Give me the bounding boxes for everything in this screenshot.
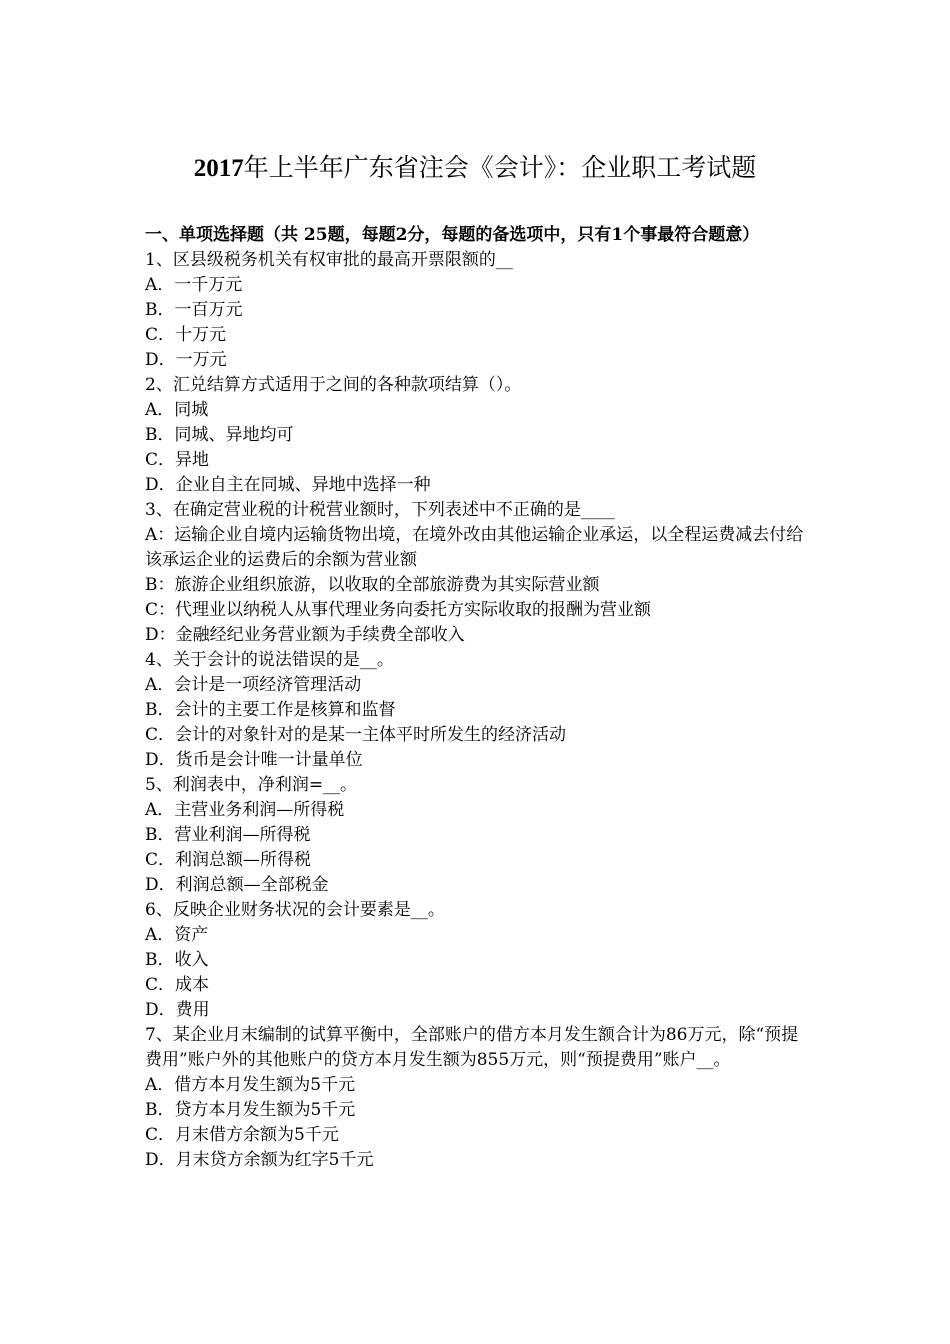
- option-d: D．月末贷方余额为红字5千元: [145, 1150, 374, 1170]
- option-b: B．贷方本月发生额为5千元: [145, 1100, 356, 1120]
- option-d: D．利润总额—全部税金: [145, 875, 329, 895]
- title-year: 2017: [193, 155, 244, 182]
- question-stem: 5、利润表中，净利润=__。: [145, 775, 358, 795]
- question-stem: 1、区县级税务机关有权审批的最高开票限额的__: [145, 250, 513, 270]
- question-stem: 4、关于会计的说法错误的是__。: [145, 650, 394, 670]
- title-text: 年上半年广东省注会《会计》：企业职工考试题: [243, 153, 757, 182]
- section-heading: 一、单项选择题（共 25题，每题2分，每题的备选项中，只有1个事最符合题意）: [145, 225, 760, 245]
- option-b: B：旅游企业组织旅游，以收取的全部旅游费为其实际营业额: [145, 575, 600, 595]
- question-3: [145, 498, 815, 648]
- option-a: A．主营业务利润—所得税: [145, 800, 345, 820]
- option-c: C．异地: [145, 450, 210, 470]
- question-stem: 6、反映企业财务状况的会计要素是__。: [145, 900, 445, 920]
- option-c: C．会计的对象针对的是某一主体平时所发生的经济活动: [145, 725, 567, 745]
- question-stem: 2、汇兑结算方式适用于之间的各种款项结算（）。: [145, 375, 522, 395]
- option-d: D．货币是会计唯一计量单位: [145, 750, 363, 770]
- question-stem: 3、在确定营业税的计税营业额时，下列表述中不正确的是____: [145, 500, 615, 520]
- question-5: [145, 773, 815, 898]
- option-c: C．成本: [145, 975, 210, 995]
- option-c: C．十万元: [145, 325, 227, 345]
- option-a: A．资产: [145, 925, 209, 945]
- option-d: D．一万元: [145, 350, 227, 370]
- option-d: D：金融经纪业务营业额为手续费全部收入: [145, 625, 465, 645]
- option-a: A．会计是一项经济管理活动: [145, 675, 362, 695]
- question-stem: 7、某企业月末编制的试算平衡中，全部账户的借方本月发生额合计为86万元，除“预提费用”账户外的其他账户的贷方本月发生额为855万元，则“预提费用”账户__。: [145, 1025, 799, 1070]
- document-body: [145, 223, 815, 1173]
- option-a: A．一千万元: [145, 275, 243, 295]
- option-d: D．企业自主在同城、异地中选择一种: [145, 475, 431, 495]
- document-title: [0, 150, 950, 187]
- option-a: A．借方本月发生额为5千元: [145, 1075, 356, 1095]
- option-b: B．会计的主要工作是核算和监督: [145, 700, 396, 720]
- option-b: B．一百万元: [145, 300, 243, 320]
- option-a: A．同城: [145, 400, 209, 420]
- option-b: B．营业利润—所得税: [145, 825, 311, 845]
- question-7: [145, 1023, 815, 1173]
- option-c: C．利润总额—所得税: [145, 850, 312, 870]
- option-c: C：代理业以纳税人从事代理业务向委托方实际收取的报酬为营业额: [145, 600, 652, 620]
- question-1: [145, 248, 815, 373]
- option-b: B．收入: [145, 950, 209, 970]
- question-2: [145, 373, 815, 498]
- question-6: [145, 898, 815, 1023]
- option-c: C．月末借方余额为5千元: [145, 1125, 339, 1145]
- option-b: B．同城、异地均可: [145, 425, 294, 445]
- option-a: A：运输企业自境内运输货物出境，在境外改由其他运输企业承运，以全程运费减去付给该承运企业的运费后的余额为营业额: [145, 525, 804, 570]
- option-d: D．费用: [145, 1000, 210, 1020]
- question-4: [145, 648, 815, 773]
